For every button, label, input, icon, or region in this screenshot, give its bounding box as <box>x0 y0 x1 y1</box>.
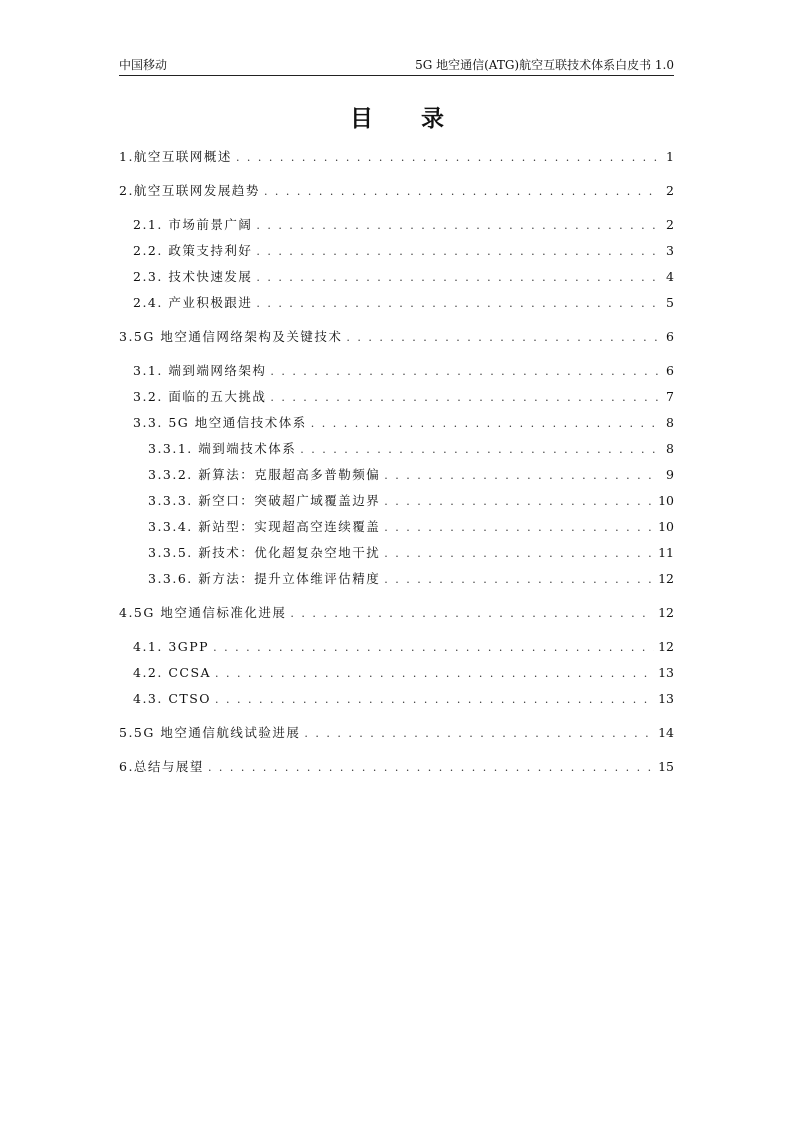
toc-entry[interactable] <box>119 570 674 589</box>
toc-dot-leader <box>384 493 654 511</box>
toc-dot-leader <box>215 665 654 683</box>
toc-dot-leader <box>384 519 654 537</box>
toc-entry[interactable] <box>119 638 674 657</box>
toc-dot-leader <box>304 725 654 743</box>
toc-entry[interactable] <box>119 328 674 347</box>
toc-dot-leader <box>208 759 654 777</box>
toc-dot-leader <box>311 415 660 433</box>
toc-entry[interactable] <box>119 362 674 381</box>
toc-entry[interactable] <box>119 216 674 235</box>
toc-dot-leader <box>384 467 660 485</box>
table-of-contents <box>119 148 674 777</box>
toc-dot-leader <box>264 183 660 201</box>
toc-dot-leader <box>256 269 660 287</box>
toc-dot-leader <box>215 691 654 709</box>
toc-entry[interactable] <box>119 604 674 623</box>
toc-dot-leader <box>256 243 660 261</box>
toc-entry-label: 2.航空互联网发展趋势 <box>119 183 260 198</box>
toc-entry-page: 12 <box>658 605 674 620</box>
toc-entry-label: 4.5G 地空通信标准化进展 <box>119 605 287 620</box>
toc-entry-page: 10 <box>658 493 674 508</box>
toc-entry-label: 3.3.1. 端到端技术体系 <box>148 441 297 456</box>
toc-entry-page: 11 <box>658 545 674 560</box>
toc-entry-label: 3.1. 端到端网络架构 <box>133 363 267 378</box>
toc-entry[interactable] <box>119 492 674 511</box>
toc-dot-leader <box>236 149 660 167</box>
toc-dot-leader <box>270 389 660 407</box>
toc-entry-label: 3.3.5. 新技术：优化超复杂空地干扰 <box>148 545 381 560</box>
toc-entry-page: 6 <box>666 363 674 378</box>
toc-dot-leader <box>256 295 660 313</box>
toc-entry-page: 7 <box>666 389 674 404</box>
page-header <box>119 55 674 76</box>
toc-entry-page: 8 <box>666 415 674 430</box>
header-company: 中国移动 <box>119 58 168 72</box>
toc-entry-label: 2.2. 政策支持利好 <box>133 243 253 258</box>
toc-entry-label: 6.总结与展望 <box>119 759 204 774</box>
toc-dot-leader <box>270 363 660 381</box>
toc-entry-label: 3.3.2. 新算法：克服超高多普勒频偏 <box>148 467 381 482</box>
toc-entry-page: 10 <box>658 519 674 534</box>
toc-entry-page: 13 <box>658 691 674 706</box>
toc-entry-label: 2.3. 技术快速发展 <box>133 269 253 284</box>
toc-entry-page: 5 <box>666 295 674 310</box>
toc-entry[interactable] <box>119 414 674 433</box>
toc-entry[interactable] <box>119 182 674 201</box>
toc-dot-leader <box>256 217 660 235</box>
toc-entry-label: 3.2. 面临的五大挑战 <box>133 389 267 404</box>
header-document-title: 5G 地空通信(ATG)航空互联技术体系白皮书 1.0 <box>415 58 674 72</box>
toc-entry[interactable] <box>119 758 674 777</box>
toc-entry-label: 4.1. 3GPP <box>133 639 210 654</box>
toc-entry-label: 2.4. 产业积极跟进 <box>133 295 253 310</box>
toc-entry-page: 9 <box>666 467 674 482</box>
toc-entry[interactable] <box>119 294 674 313</box>
toc-entry-page: 14 <box>658 725 674 740</box>
toc-entry-page: 3 <box>666 243 674 258</box>
toc-entry-page: 6 <box>666 329 674 344</box>
toc-entry[interactable] <box>119 388 674 407</box>
toc-entry-page: 12 <box>658 639 674 654</box>
toc-entry-page: 13 <box>658 665 674 680</box>
toc-entry[interactable] <box>119 242 674 261</box>
toc-entry[interactable] <box>119 148 674 167</box>
toc-entry-label: 3.3. 5G 地空通信技术体系 <box>133 415 307 430</box>
toc-entry[interactable] <box>119 440 674 459</box>
toc-entry-label: 3.3.4. 新站型：实现超高空连续覆盖 <box>148 519 381 534</box>
toc-entry-label: 3.3.6. 新方法：提升立体维评估精度 <box>148 571 381 586</box>
toc-dot-leader <box>384 545 654 563</box>
toc-dot-leader <box>346 329 660 347</box>
toc-entry-page: 8 <box>666 441 674 456</box>
toc-dot-leader <box>213 639 654 657</box>
toc-entry[interactable] <box>119 664 674 683</box>
toc-entry-page: 2 <box>666 183 674 198</box>
toc-entry[interactable] <box>119 690 674 709</box>
toc-dot-leader <box>384 571 654 589</box>
toc-entry[interactable] <box>119 724 674 743</box>
toc-entry-page: 15 <box>658 759 674 774</box>
toc-entry-page: 2 <box>666 217 674 232</box>
toc-entry-label: 4.3. CTSO <box>133 691 212 706</box>
toc-entry-page: 12 <box>658 571 674 586</box>
toc-entry-label: 3.5G 地空通信网络架构及关键技术 <box>119 329 343 344</box>
toc-entry[interactable] <box>119 518 674 537</box>
toc-entry-label: 4.2. CCSA <box>133 665 212 680</box>
toc-dot-leader <box>300 441 660 459</box>
toc-entry[interactable] <box>119 544 674 563</box>
toc-entry-label: 1.航空互联网概述 <box>119 149 232 164</box>
toc-dot-leader <box>290 605 654 623</box>
toc-entry-label: 2.1. 市场前景广阔 <box>133 217 253 232</box>
toc-entry[interactable] <box>119 466 674 485</box>
toc-entry[interactable] <box>119 268 674 287</box>
toc-entry-page: 4 <box>666 269 674 284</box>
toc-title: 目 录 <box>349 105 464 132</box>
toc-entry-page: 1 <box>666 149 674 164</box>
toc-entry-label: 5.5G 地空通信航线试验进展 <box>119 725 301 740</box>
toc-entry-label: 3.3.3. 新空口：突破超广域覆盖边界 <box>148 493 381 508</box>
